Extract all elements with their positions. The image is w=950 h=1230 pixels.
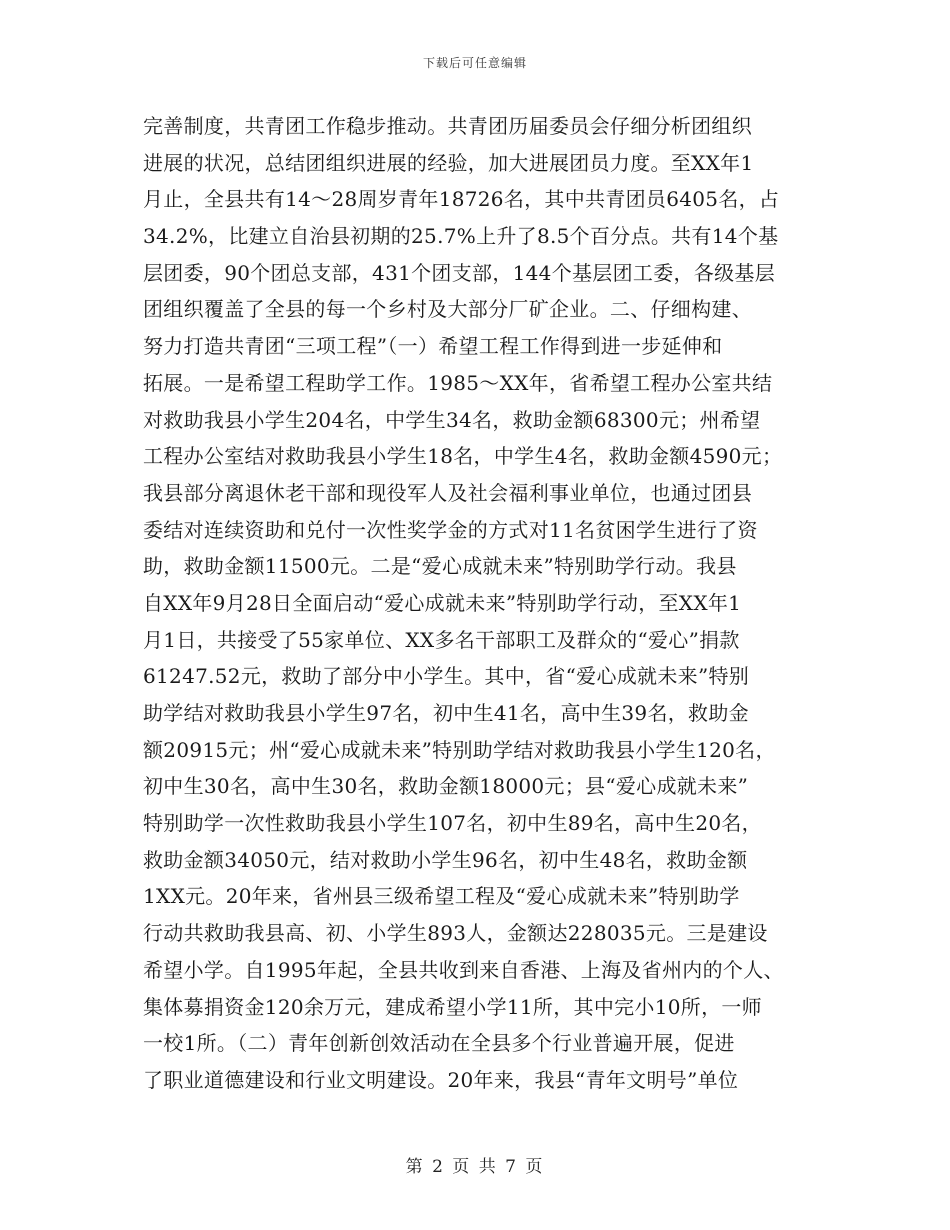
text-line: 委结对连续资助和兑付一次性奖学金的方式对11名贫困学生进行了资 — [143, 517, 758, 542]
text-line: 救助金额34050元，结对救助小学生96名，初中生48名，救助金额 — [143, 847, 748, 872]
text-line: 完善制度，共青团工作稳步推动。共青团历届委员会仔细分析团组织 — [143, 114, 752, 138]
text-line: 月1日，共接受了55家单位、XX多名干部职工及群众的“爱心”捐款 — [143, 627, 740, 652]
page-header-note: 下载后可任意编辑 — [422, 56, 527, 70]
text-line: 希望小学。自1995年起，全县共收到来自香港、上海及省州内的个人、 — [143, 957, 784, 982]
text-line: 工程办公室结对救助我县小学生18名，中学生4名，救助金额4590元； — [143, 444, 783, 469]
text-line: 月止，全县共有14～28周岁青年18726名，其中共青团员6405名，占 — [143, 187, 780, 212]
text-line: 1XX元。20年来，省州县三级希望工程及“爱心成就未来”特别助学 — [143, 884, 740, 909]
text-line: 34.2%，比建立自治县初期的25.7%上升了8.5个百分点。共有14个基 — [143, 224, 779, 249]
text-line: 拓展。一是希望工程助学工作。1985～XX年，省希望工程办公室共结 — [143, 370, 773, 395]
text-line: 自XX年9月28日全面启动“爱心成就未来”特别助学行动，至XX年1 — [143, 590, 742, 615]
text-line: 特别助学一次性救助我县小学生107名，初中生89名，高中生20名， — [143, 811, 762, 836]
text-line: 助学结对救助我县小学生97名，初中生41名，高中生39名，救助金 — [143, 701, 749, 725]
text-line: 层团委，90个团总支部，431个团支部，144个基层团工委，各级基层 — [143, 260, 775, 285]
text-line: 一校1所。（二）青年创新创效活动在全县多个行业普遍开展，促进 — [143, 1031, 735, 1056]
page-number-footer: 第 2 页 共 7 页 — [405, 1157, 545, 1177]
text-line: 对救助我县小学生204名，中学生34名，救助金额68300元；州希望 — [143, 407, 761, 432]
text-line: 努力打造共青团“三项工程”（一）希望工程工作得到进一步延伸和 — [143, 334, 723, 359]
text-line: 集体募捐资金120余万元，建成希望小学11所，其中完小10所，一师 — [143, 994, 762, 1019]
body-text — [143, 108, 833, 1099]
text-line: 61247.52元，救助了部分中小学生。其中，省“爱心成就未来”特别 — [143, 664, 750, 689]
text-line: 行动共救助我县高、初、小学生893人，金额达228035元。三是建设 — [143, 921, 768, 946]
text-line: 进展的状况，总结团组织进展的经验，加大进展团员力度。至XX年1 — [143, 150, 754, 175]
text-line: 团组织覆盖了全县的每一个乡村及大部分厂矿企业。二、仔细构建、 — [143, 297, 752, 322]
text-line: 我县部分离退休老干部和现役军人及社会福利事业单位，也通过团县 — [143, 480, 752, 505]
text-line: 了职业道德建设和行业文明建设。20年来，我县“青年文明号”单位 — [143, 1067, 739, 1092]
text-line: 额20915元；州“爱心成就未来”特别助学结对救助我县小学生120名， — [143, 737, 776, 762]
text-line: 初中生30名，高中生30名，救助金额18000元；县“爱心成就未来” — [143, 774, 749, 799]
text-line: 助，救助金额11500元。二是“爱心成就未来”特别助学行动。我县 — [143, 554, 737, 579]
